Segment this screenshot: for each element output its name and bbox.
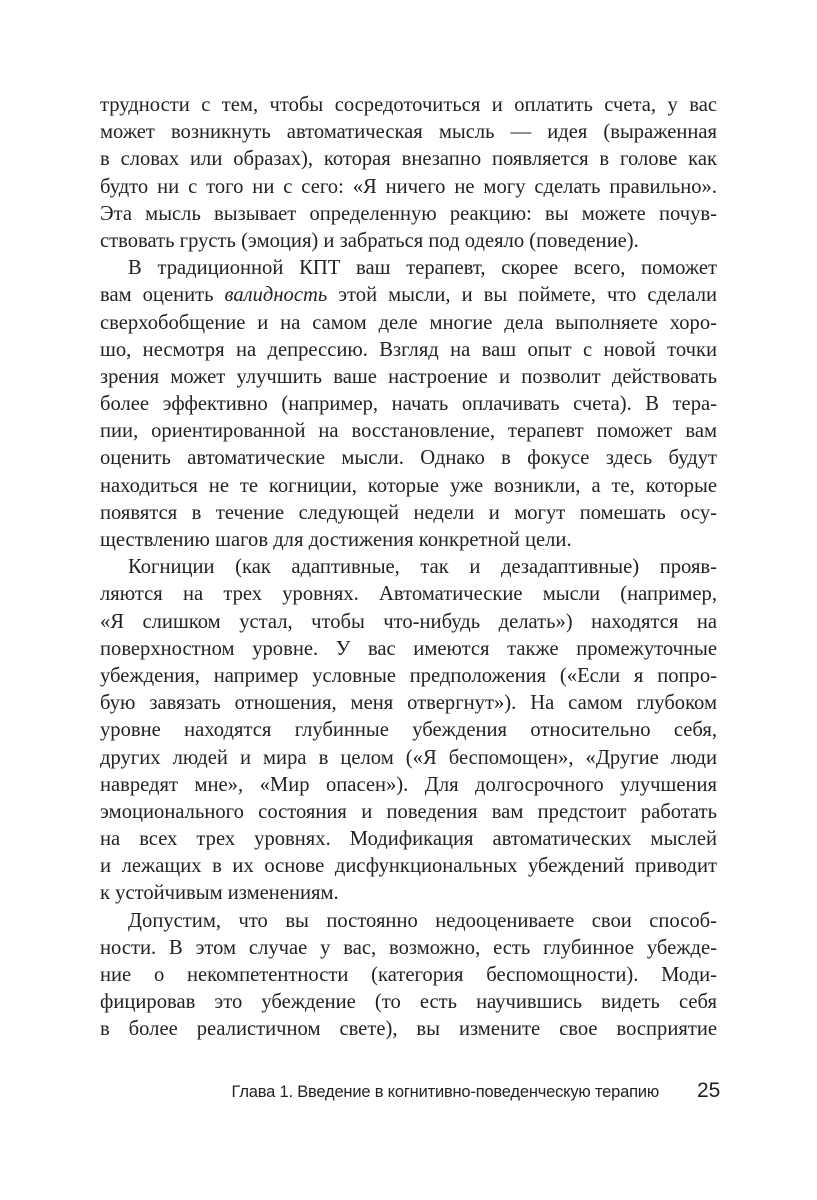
paragraph-3 bbox=[100, 554, 717, 907]
text-line: зрения может улучшить ваше настроение и позволит действовать bbox=[100, 365, 717, 388]
text-line: эмоционального состояния и поведения вам предстоит работать bbox=[100, 800, 717, 823]
text-line: на всех трех уровнях. Модификация автоматических мыслей bbox=[100, 828, 717, 851]
text-line-with-italic bbox=[100, 282, 717, 309]
paragraph-1 bbox=[100, 92, 717, 255]
page-number: 25 bbox=[697, 1079, 721, 1102]
text-line: навредят мне», «Мир опасен»). Для долгосрочного улучшения bbox=[100, 773, 717, 796]
text-line: уровне находятся глубинные убеждения относительно себя, bbox=[100, 719, 717, 742]
text-line: других людей и мира в целом («Я беспомощен», «Другие люди bbox=[100, 746, 717, 769]
text-line: ние о некомпетентности (категория беспомощности). Моди- bbox=[100, 964, 717, 986]
text-line: сверхобобщение и на самом деле многие дела выполняете хоро- bbox=[100, 311, 717, 334]
text-line: В традиционной КПТ ваш терапевт, скорее всего, поможет bbox=[128, 257, 717, 280]
text-line: находиться не те когниции, которые уже возникли, а те, которые bbox=[100, 474, 717, 497]
text-fragment: этой мысли, и вы поймете, что сделали bbox=[327, 284, 717, 307]
page-body bbox=[100, 92, 717, 1044]
text-line: бую завязать отношения, меня отвергнут»). На самом глубоком bbox=[100, 692, 717, 715]
text-line: Эта мысль вызывает определенную реакцию: вы можете почув- bbox=[100, 202, 717, 225]
text-line: фицировав это убеждение (то есть научившись видеть себя bbox=[100, 991, 717, 1014]
paragraph-4 bbox=[100, 908, 717, 1044]
text-line: «Я слишком устал, чтобы что-нибудь делать») находятся на bbox=[100, 610, 717, 633]
text-line: ствовать грусть (эмоция) и забраться под одеяло (поведение). bbox=[100, 229, 639, 252]
text-line: шо, несмотря на депрессию. Взгляд на ваш опыт с новой точки bbox=[100, 338, 717, 361]
text-line: оценить автоматические мысли. Однако в фокусе здесь будут bbox=[100, 447, 717, 470]
text-line: Допустим, что вы постоянно недооцениваете свои способ- bbox=[128, 909, 717, 932]
running-header-chapter-title: Глава 1. Введение в когнитивно-поведенческую терапию bbox=[231, 1083, 659, 1101]
text-line: ляются на трех уровнях. Автоматические мысли (например, bbox=[100, 583, 717, 606]
text-line: в словах или образах), которая внезапно появляется в голове как bbox=[100, 148, 717, 171]
text-line: ности. В этом случае у вас, возможно, есть глубинное убежде- bbox=[100, 936, 717, 959]
text-line: Когниции (как адаптивные, так и дезадаптивные) прояв- bbox=[128, 556, 717, 579]
text-line: трудности с тем, чтобы сосредоточиться и оплатить счета, у вас bbox=[100, 94, 717, 116]
text-fragment: вам оценить bbox=[100, 284, 225, 307]
text-line: в более реалистичном свете), вы измените свое восприятие bbox=[100, 1018, 717, 1041]
text-line: ществлению шагов для достижения конкретной цели. bbox=[100, 529, 572, 551]
text-line: и лежащих в их основе дисфункциональных убеждений приводит bbox=[100, 855, 717, 878]
text-line: пии, ориентированной на восстановление, терапевт поможет вам bbox=[100, 420, 717, 443]
text-line: более эффективно (например, начать оплачивать счета). В тера- bbox=[100, 393, 717, 416]
paragraph-2 bbox=[100, 255, 717, 554]
italic-term: валидность bbox=[224, 284, 328, 307]
text-line: к устойчивым изменениям. bbox=[100, 882, 339, 905]
text-line: появятся в течение следующей недели и могут помешать осу- bbox=[100, 501, 717, 524]
text-line: поверхностном уровне. У вас имеются также промежуточные bbox=[100, 637, 717, 660]
page-footer bbox=[0, 1079, 817, 1109]
text-line: убеждения, например условные предположения («Если я попро- bbox=[100, 664, 717, 687]
text-line: будто ни с того ни с сего: «Я ничего не могу сделать правильно». bbox=[100, 175, 717, 198]
text-line: может возникнуть автоматическая мысль — идея (выраженная bbox=[100, 121, 717, 144]
